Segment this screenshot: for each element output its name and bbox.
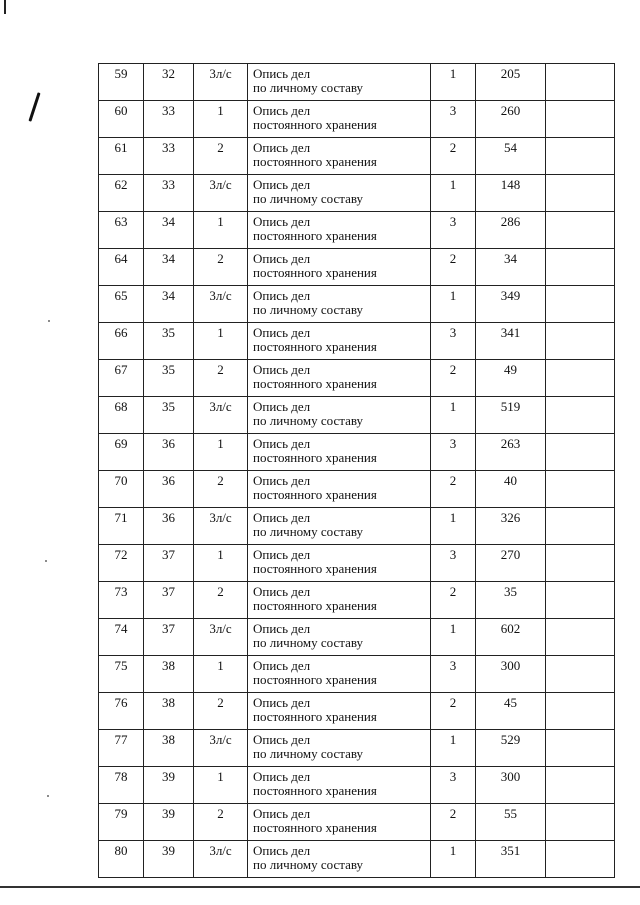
- title-line-2: постоянного хранения: [253, 709, 377, 724]
- inventory-part-cell: 3л/с: [194, 508, 248, 545]
- copies-count-cell: 1: [431, 175, 476, 212]
- files-count-cell: 263: [476, 434, 546, 471]
- note-cell: [546, 619, 615, 656]
- fund-number-cell: 33: [144, 101, 194, 138]
- title-line-2: постоянного хранения: [253, 487, 377, 502]
- note-cell: [546, 434, 615, 471]
- row-number-cell: 63: [99, 212, 144, 249]
- inventory-title-cell: [248, 693, 431, 730]
- table-row: [99, 360, 615, 397]
- title-line-2: постоянного хранения: [253, 117, 377, 132]
- title-line-1: Опись дел: [253, 547, 311, 562]
- table-row: [99, 582, 615, 619]
- copies-count-cell: 2: [431, 693, 476, 730]
- inventory-title-cell: [248, 545, 431, 582]
- files-count-cell: 205: [476, 64, 546, 101]
- files-count-cell: 602: [476, 619, 546, 656]
- inventory-title-cell: [248, 397, 431, 434]
- fund-number-cell: 37: [144, 545, 194, 582]
- inventory-title-cell: [248, 582, 431, 619]
- row-number-cell: 65: [99, 286, 144, 323]
- inventory-table: [98, 63, 615, 878]
- fund-number-cell: 38: [144, 693, 194, 730]
- files-count-cell: 45: [476, 693, 546, 730]
- files-count-cell: 260: [476, 101, 546, 138]
- copies-count-cell: 2: [431, 471, 476, 508]
- row-number-cell: 76: [99, 693, 144, 730]
- table-row: [99, 249, 615, 286]
- title-line-2: по личному составу: [253, 524, 364, 539]
- fund-number-cell: 35: [144, 397, 194, 434]
- title-line-2: постоянного хранения: [253, 450, 377, 465]
- note-cell: [546, 249, 615, 286]
- row-number-cell: 71: [99, 508, 144, 545]
- inventory-part-cell: 2: [194, 693, 248, 730]
- inventory-title-cell: [248, 471, 431, 508]
- note-cell: [546, 804, 615, 841]
- inventory-part-cell: 1: [194, 545, 248, 582]
- title-line-1: Опись дел: [253, 510, 311, 525]
- title-line-2: по личному составу: [253, 635, 364, 650]
- fund-number-cell: 37: [144, 619, 194, 656]
- title-line-2: постоянного хранения: [253, 154, 377, 169]
- table-body: [99, 64, 615, 878]
- inventory-part-cell: 3л/с: [194, 619, 248, 656]
- inventory-title-cell: [248, 508, 431, 545]
- title-line-1: Опись дел: [253, 806, 311, 821]
- fund-number-cell: 33: [144, 175, 194, 212]
- note-cell: [546, 693, 615, 730]
- title-line-1: Опись дел: [253, 66, 311, 81]
- title-line-1: Опись дел: [253, 843, 311, 858]
- files-count-cell: 54: [476, 138, 546, 175]
- note-cell: [546, 582, 615, 619]
- title-line-1: Опись дел: [253, 473, 311, 488]
- row-number-cell: 67: [99, 360, 144, 397]
- title-line-1: Опись дел: [253, 251, 311, 266]
- row-number-cell: 69: [99, 434, 144, 471]
- row-number-cell: 62: [99, 175, 144, 212]
- row-number-cell: 73: [99, 582, 144, 619]
- title-line-2: постоянного хранения: [253, 598, 377, 613]
- inventory-part-cell: 3л/с: [194, 286, 248, 323]
- title-line-1: Опись дел: [253, 288, 311, 303]
- copies-count-cell: 2: [431, 360, 476, 397]
- row-number-cell: 59: [99, 64, 144, 101]
- scan-edge-mark: [4, 0, 6, 14]
- row-number-cell: 78: [99, 767, 144, 804]
- copies-count-cell: 3: [431, 656, 476, 693]
- title-line-1: Опись дел: [253, 695, 311, 710]
- inventory-part-cell: 3л/с: [194, 841, 248, 878]
- handwritten-pen-stroke: [28, 92, 40, 121]
- copies-count-cell: 1: [431, 730, 476, 767]
- table-row: [99, 656, 615, 693]
- table-row: [99, 212, 615, 249]
- fund-number-cell: 37: [144, 582, 194, 619]
- fund-number-cell: 38: [144, 656, 194, 693]
- table-row: [99, 841, 615, 878]
- files-count-cell: 349: [476, 286, 546, 323]
- files-count-cell: 341: [476, 323, 546, 360]
- inventory-part-cell: 1: [194, 101, 248, 138]
- note-cell: [546, 545, 615, 582]
- copies-count-cell: 3: [431, 212, 476, 249]
- fund-number-cell: 32: [144, 64, 194, 101]
- copies-count-cell: 3: [431, 767, 476, 804]
- inventory-part-cell: 2: [194, 138, 248, 175]
- title-line-2: постоянного хранения: [253, 376, 377, 391]
- copies-count-cell: 1: [431, 64, 476, 101]
- inventory-title-cell: [248, 767, 431, 804]
- note-cell: [546, 397, 615, 434]
- inventory-title-cell: [248, 841, 431, 878]
- files-count-cell: 300: [476, 656, 546, 693]
- title-line-1: Опись дел: [253, 732, 311, 747]
- files-count-cell: 529: [476, 730, 546, 767]
- fund-number-cell: 39: [144, 804, 194, 841]
- files-count-cell: 34: [476, 249, 546, 286]
- copies-count-cell: 3: [431, 101, 476, 138]
- files-count-cell: 286: [476, 212, 546, 249]
- inventory-title-cell: [248, 101, 431, 138]
- inventory-part-cell: 3л/с: [194, 397, 248, 434]
- copies-count-cell: 3: [431, 434, 476, 471]
- title-line-1: Опись дел: [253, 140, 311, 155]
- title-line-2: постоянного хранения: [253, 820, 377, 835]
- title-line-1: Опись дел: [253, 103, 311, 118]
- title-line-2: постоянного хранения: [253, 339, 377, 354]
- table-row: [99, 323, 615, 360]
- title-line-2: постоянного хранения: [253, 783, 377, 798]
- row-number-cell: 79: [99, 804, 144, 841]
- table-row: [99, 545, 615, 582]
- inventory-title-cell: [248, 804, 431, 841]
- row-number-cell: 70: [99, 471, 144, 508]
- inventory-title-cell: [248, 175, 431, 212]
- files-count-cell: 351: [476, 841, 546, 878]
- inventory-title-cell: [248, 138, 431, 175]
- row-number-cell: 75: [99, 656, 144, 693]
- row-number-cell: 60: [99, 101, 144, 138]
- table-row: [99, 138, 615, 175]
- table-row: [99, 101, 615, 138]
- title-line-2: по личному составу: [253, 80, 364, 95]
- scan-speck: [48, 320, 50, 322]
- files-count-cell: 40: [476, 471, 546, 508]
- copies-count-cell: 2: [431, 138, 476, 175]
- title-line-1: Опись дел: [253, 325, 311, 340]
- inventory-part-cell: 2: [194, 360, 248, 397]
- row-number-cell: 77: [99, 730, 144, 767]
- title-line-2: по личному составу: [253, 857, 364, 872]
- title-line-2: по личному составу: [253, 746, 364, 761]
- inventory-part-cell: 1: [194, 767, 248, 804]
- fund-number-cell: 34: [144, 212, 194, 249]
- table-row: [99, 434, 615, 471]
- copies-count-cell: 3: [431, 545, 476, 582]
- title-line-2: постоянного хранения: [253, 228, 377, 243]
- table-row: [99, 397, 615, 434]
- note-cell: [546, 101, 615, 138]
- note-cell: [546, 323, 615, 360]
- copies-count-cell: 3: [431, 323, 476, 360]
- row-number-cell: 68: [99, 397, 144, 434]
- row-number-cell: 66: [99, 323, 144, 360]
- note-cell: [546, 471, 615, 508]
- fund-number-cell: 35: [144, 360, 194, 397]
- fund-number-cell: 38: [144, 730, 194, 767]
- title-line-1: Опись дел: [253, 621, 311, 636]
- fund-number-cell: 35: [144, 323, 194, 360]
- inventory-title-cell: [248, 434, 431, 471]
- page-bottom-edge: [0, 886, 640, 888]
- scan-speck: [47, 795, 49, 797]
- note-cell: [546, 138, 615, 175]
- row-number-cell: 61: [99, 138, 144, 175]
- fund-number-cell: 33: [144, 138, 194, 175]
- inventory-part-cell: 2: [194, 471, 248, 508]
- title-line-2: постоянного хранения: [253, 672, 377, 687]
- note-cell: [546, 841, 615, 878]
- title-line-2: по личному составу: [253, 191, 364, 206]
- files-count-cell: 35: [476, 582, 546, 619]
- title-line-2: по личному составу: [253, 413, 364, 428]
- fund-number-cell: 39: [144, 767, 194, 804]
- inventory-title-cell: [248, 286, 431, 323]
- files-count-cell: 326: [476, 508, 546, 545]
- note-cell: [546, 730, 615, 767]
- table-row: [99, 471, 615, 508]
- fund-number-cell: 34: [144, 249, 194, 286]
- table-row: [99, 767, 615, 804]
- scan-speck: [45, 560, 47, 562]
- row-number-cell: 80: [99, 841, 144, 878]
- copies-count-cell: 2: [431, 804, 476, 841]
- inventory-title-cell: [248, 64, 431, 101]
- fund-number-cell: 36: [144, 508, 194, 545]
- note-cell: [546, 212, 615, 249]
- files-count-cell: 519: [476, 397, 546, 434]
- table-row: [99, 804, 615, 841]
- copies-count-cell: 1: [431, 841, 476, 878]
- copies-count-cell: 1: [431, 508, 476, 545]
- files-count-cell: 49: [476, 360, 546, 397]
- note-cell: [546, 360, 615, 397]
- inventory-part-cell: 3л/с: [194, 64, 248, 101]
- note-cell: [546, 286, 615, 323]
- inventory-title-cell: [248, 656, 431, 693]
- row-number-cell: 74: [99, 619, 144, 656]
- inventory-title-cell: [248, 323, 431, 360]
- note-cell: [546, 767, 615, 804]
- title-line-2: постоянного хранения: [253, 561, 377, 576]
- title-line-1: Опись дел: [253, 658, 311, 673]
- note-cell: [546, 508, 615, 545]
- table-row: [99, 286, 615, 323]
- inventory-part-cell: 2: [194, 582, 248, 619]
- inventory-title-cell: [248, 730, 431, 767]
- fund-number-cell: 34: [144, 286, 194, 323]
- inventory-title-cell: [248, 249, 431, 286]
- inventory-part-cell: 3л/с: [194, 175, 248, 212]
- note-cell: [546, 175, 615, 212]
- title-line-1: Опись дел: [253, 399, 311, 414]
- note-cell: [546, 656, 615, 693]
- table-row: [99, 619, 615, 656]
- row-number-cell: 72: [99, 545, 144, 582]
- files-count-cell: 148: [476, 175, 546, 212]
- inventory-title-cell: [248, 212, 431, 249]
- inventory-part-cell: 1: [194, 656, 248, 693]
- table-row: [99, 693, 615, 730]
- title-line-1: Опись дел: [253, 769, 311, 784]
- inventory-part-cell: 1: [194, 434, 248, 471]
- title-line-1: Опись дел: [253, 436, 311, 451]
- files-count-cell: 55: [476, 804, 546, 841]
- fund-number-cell: 39: [144, 841, 194, 878]
- inventory-title-cell: [248, 619, 431, 656]
- table-row: [99, 508, 615, 545]
- title-line-1: Опись дел: [253, 214, 311, 229]
- fund-number-cell: 36: [144, 434, 194, 471]
- copies-count-cell: 1: [431, 397, 476, 434]
- title-line-1: Опись дел: [253, 362, 311, 377]
- row-number-cell: 64: [99, 249, 144, 286]
- copies-count-cell: 2: [431, 249, 476, 286]
- title-line-1: Опись дел: [253, 177, 311, 192]
- files-count-cell: 300: [476, 767, 546, 804]
- inventory-part-cell: 2: [194, 804, 248, 841]
- inventory-part-cell: 2: [194, 249, 248, 286]
- title-line-1: Опись дел: [253, 584, 311, 599]
- table-row: [99, 175, 615, 212]
- inventory-part-cell: 3л/с: [194, 730, 248, 767]
- copies-count-cell: 2: [431, 582, 476, 619]
- inventory-title-cell: [248, 360, 431, 397]
- files-count-cell: 270: [476, 545, 546, 582]
- title-line-2: по личному составу: [253, 302, 364, 317]
- note-cell: [546, 64, 615, 101]
- table-row: [99, 64, 615, 101]
- copies-count-cell: 1: [431, 286, 476, 323]
- copies-count-cell: 1: [431, 619, 476, 656]
- table-row: [99, 730, 615, 767]
- title-line-2: постоянного хранения: [253, 265, 377, 280]
- inventory-part-cell: 1: [194, 323, 248, 360]
- fund-number-cell: 36: [144, 471, 194, 508]
- inventory-part-cell: 1: [194, 212, 248, 249]
